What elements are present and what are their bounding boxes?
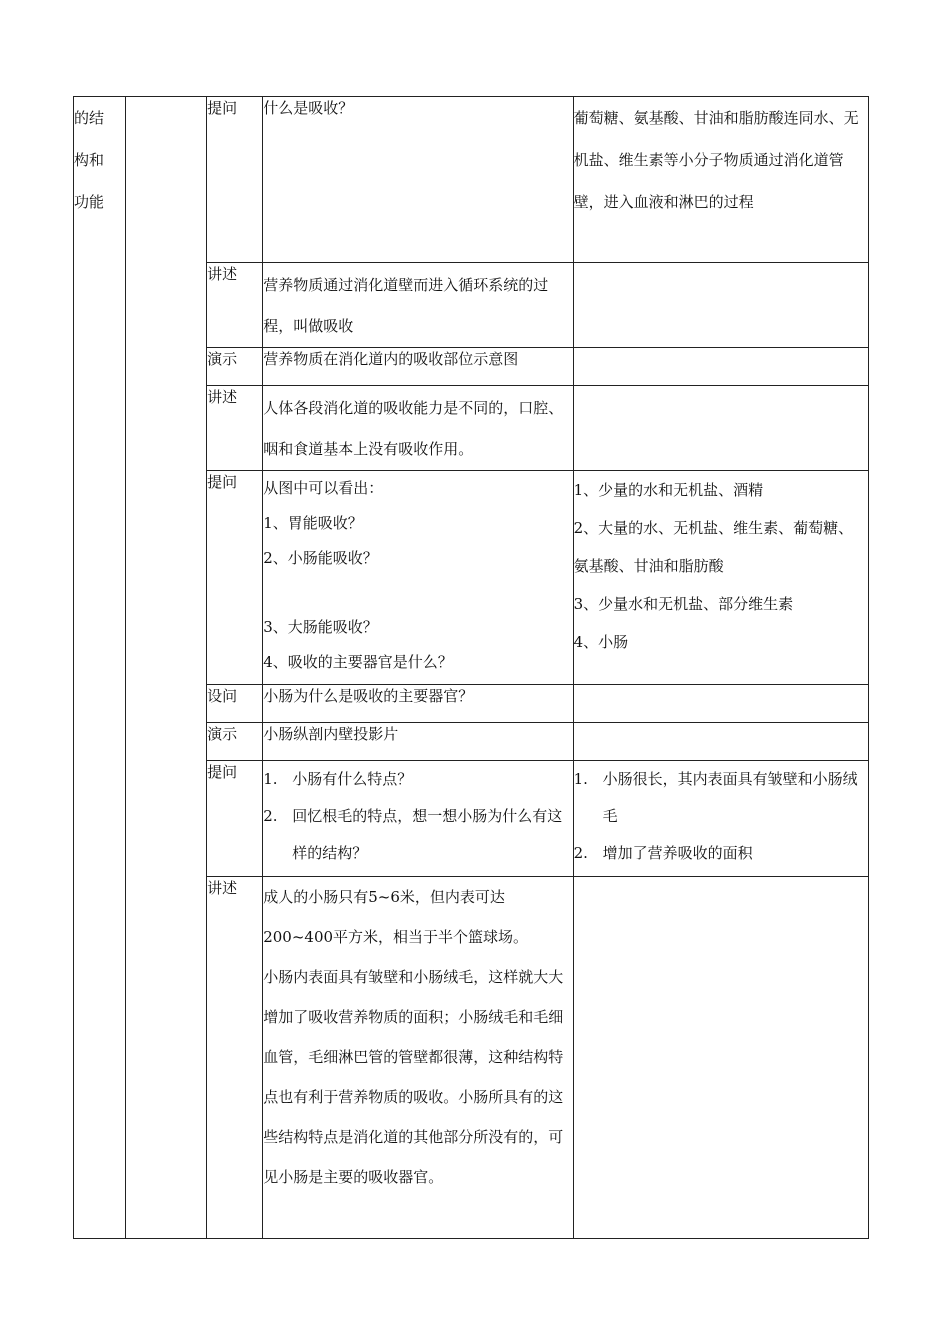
activity-type: 讲述 — [207, 263, 263, 348]
activity-type: 讲述 — [207, 386, 263, 471]
question-line: 1、胃能吸收？ — [263, 514, 363, 532]
question-line: 2、小肠能吸收？ — [263, 549, 378, 567]
student-answer — [573, 386, 868, 471]
numbered-question — [263, 798, 572, 872]
section-label-line: 的结 — [74, 109, 105, 127]
activity-type: 演示 — [207, 723, 263, 761]
section-label-line: 构和 — [74, 151, 105, 169]
student-answer — [573, 471, 868, 685]
item-number: 1. — [263, 770, 278, 788]
student-answer — [573, 723, 868, 761]
empty-column — [126, 97, 207, 1239]
numbered-answer — [574, 835, 868, 872]
teacher-content: 人体各段消化道的吸收能力是不同的，口腔、咽和食道基本上没有吸收作用。 — [263, 386, 573, 471]
teacher-content: 营养物质在消化道内的吸收部位示意图 — [263, 348, 573, 386]
answer-line: 4、小肠 — [573, 633, 629, 651]
table-row — [74, 97, 869, 263]
paragraph: 成人的小肠只有5~6米，但内表可达200~400平方米，相当于半个篮球场。 — [263, 888, 529, 946]
activity-type: 设问 — [207, 685, 263, 723]
activity-type: 提问 — [207, 761, 263, 877]
activity-type: 演示 — [207, 348, 263, 386]
question-line: 3、大肠能吸收？ — [263, 618, 378, 636]
item-number: 1. — [573, 770, 588, 788]
student-answer — [573, 877, 868, 1239]
activity-type: 提问 — [207, 97, 263, 263]
item-number: 2. — [263, 807, 278, 825]
teacher-content: 营养物质通过消化道壁而进入循环系统的过程，叫做吸收 — [263, 263, 573, 348]
item-text: 小肠很长，其内表面具有皱壁和小肠绒毛 — [602, 770, 858, 825]
teacher-content: 小肠为什么是吸收的主要器官？ — [263, 685, 573, 723]
item-text: 小肠有什么特点？ — [292, 770, 413, 788]
answer-line: 2、大量的水、无机盐、维生素、葡萄糖、氨基酸、甘油和脂肪酸 — [573, 519, 854, 575]
spacer — [263, 576, 572, 610]
student-answer — [573, 685, 868, 723]
item-text: 回忆根毛的特点，想一想小肠为什么有这样的结构？ — [292, 807, 563, 862]
teacher-content: 什么是吸收？ — [263, 97, 573, 263]
student-answer — [573, 348, 868, 386]
numbered-question — [263, 761, 572, 798]
question-line: 从图中可以看出： — [263, 479, 384, 497]
answer-line: 3、少量水和无机盐、部分维生素 — [573, 595, 794, 613]
activity-type: 讲述 — [207, 877, 263, 1239]
section-label-line: 功能 — [74, 193, 105, 211]
activity-type: 提问 — [207, 471, 263, 685]
student-answer — [573, 263, 868, 348]
student-answer — [573, 761, 868, 877]
lesson-plan-table — [73, 96, 869, 1239]
teacher-content — [263, 761, 573, 877]
item-number: 2. — [573, 844, 588, 862]
teacher-content — [263, 877, 573, 1239]
numbered-answer — [574, 761, 868, 835]
paragraph: 小肠内表面具有皱壁和小肠绒毛，这样就大大增加了吸收营养物质的面积；小肠绒毛和毛细血管，毛细淋巴管的管壁都很薄，这种结构特点也有利于营养物质的吸收。小肠所具有的这些结构特点是消化道的其他部分所没有的，可见小肠是主要的吸收器官。 — [263, 968, 564, 1186]
question-line: 4、吸收的主要器官是什么？ — [263, 653, 453, 671]
answer-line: 1、少量的水和无机盐、酒精 — [573, 481, 764, 499]
teacher-content — [263, 471, 573, 685]
student-answer: 葡萄糖、氨基酸、甘油和脂肪酸连同水、无机盐、维生素等小分子物质通过消化道管壁，进入血液和淋巴的过程 — [573, 97, 868, 263]
item-text: 增加了营养吸收的面积 — [602, 844, 753, 862]
teacher-content: 小肠纵剖内壁投影片 — [263, 723, 573, 761]
section-label — [74, 97, 126, 1239]
